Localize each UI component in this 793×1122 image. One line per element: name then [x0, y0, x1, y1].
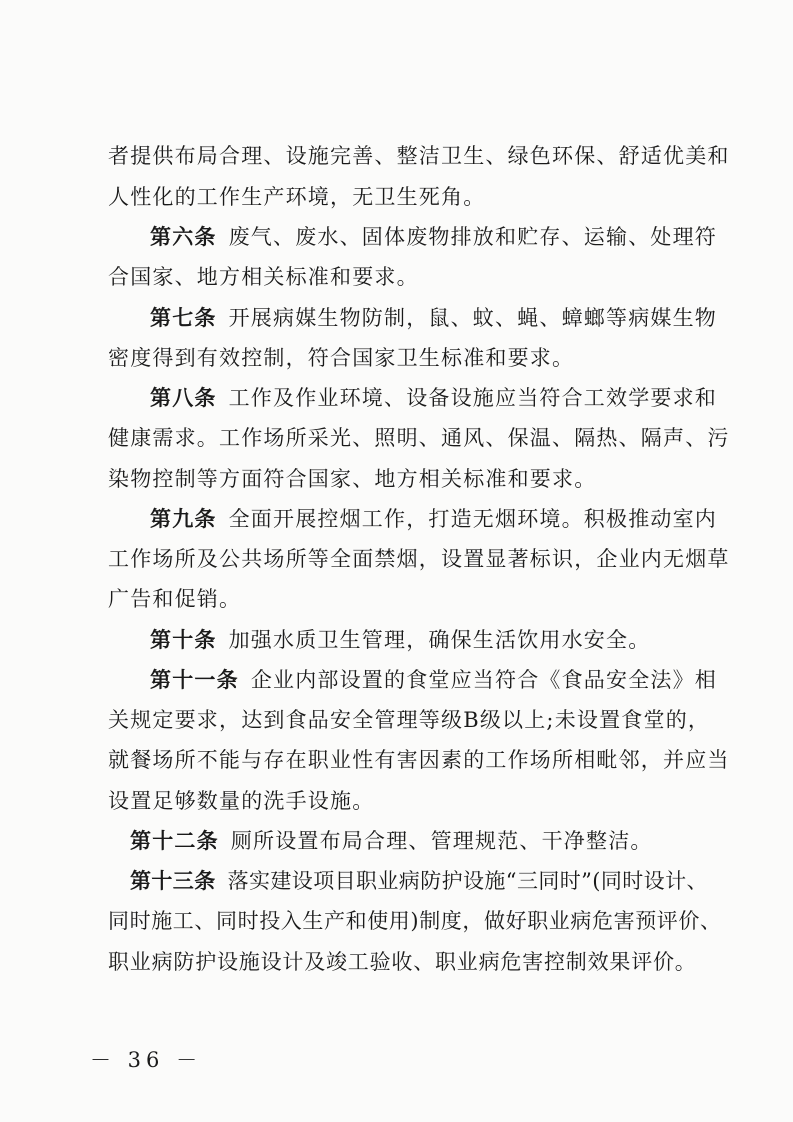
article-text: 加强水质卫生管理，确保生活饮用水安全。 — [228, 628, 651, 652]
article-text: 废气、废水、固体废物排放和贮存、运输、处理符 — [228, 225, 718, 249]
text-line: 广告和促销。 — [108, 587, 242, 611]
text-line: 工作场所及公共场所等全面禁烟，设置显著标识，企业内无烟草 — [108, 547, 730, 571]
text-line: 合国家、地方相关标准和要求。 — [108, 265, 419, 289]
article-text: 企业内部设置的食堂应当符合《食品安全法》相 — [250, 668, 718, 692]
text-line: 染物控制等方面符合国家、地方相关标准和要求。 — [108, 467, 597, 491]
article-text: 落实建设项目职业病防护设施“三同时”(同时设计、 — [227, 869, 708, 893]
text-line: 关规定要求，达到食品安全管理等级B级以上;未设置食堂的， — [108, 708, 711, 732]
article-heading: 第八条 — [150, 385, 217, 410]
page-number: － 36 － — [90, 1048, 203, 1072]
article-text: 厕所设置布局合理、管理规范、干净整洁。 — [230, 829, 653, 853]
article-heading: 第九条 — [150, 506, 217, 531]
article-heading: 第十一条 — [150, 667, 239, 692]
text-line: 密度得到有效控制，符合国家卫生标准和要求。 — [108, 346, 575, 370]
article-heading: 第十二条 — [130, 828, 219, 853]
article-text: 工作及作业环境、设备设施应当符合工效学要求和 — [228, 386, 718, 410]
text-line: 者提供布局合理、设施完善、整洁卫生、绿色环保、舒适优美和 — [108, 144, 730, 168]
text-line: 设置足够数量的洗手设施。 — [108, 789, 375, 813]
article-10 — [150, 627, 650, 653]
article-8 — [150, 385, 717, 411]
article-6 — [150, 224, 717, 250]
article-12 — [130, 828, 653, 854]
article-text: 全面开展控烟工作，打造无烟环境。积极推动室内 — [228, 507, 718, 531]
article-13 — [130, 868, 708, 894]
article-heading: 第七条 — [150, 305, 217, 330]
text-line: 同时施工、同时投入生产和使用)制度，做好职业病危害预评价、 — [108, 909, 722, 933]
article-heading: 第十三条 — [130, 868, 216, 893]
article-7 — [150, 305, 717, 331]
text-line: 健康需求。工作场所采光、照明、通风、保温、隔热、隔声、污 — [108, 426, 730, 450]
article-9 — [150, 506, 717, 532]
article-11 — [150, 667, 717, 693]
article-heading: 第十条 — [150, 627, 217, 652]
article-text: 开展病媒生物防制，鼠、蚊、蝇、蟑螂等病媒生物 — [228, 306, 718, 330]
text-line: 职业病防护设施设计及竣工验收、职业病危害控制效果评价。 — [108, 950, 697, 974]
text-line: 就餐场所不能与存在职业性有害因素的工作场所相毗邻，并应当 — [108, 748, 730, 772]
article-heading: 第六条 — [150, 224, 217, 249]
text-line: 人性化的工作生产环境，无卫生死角。 — [108, 185, 486, 209]
